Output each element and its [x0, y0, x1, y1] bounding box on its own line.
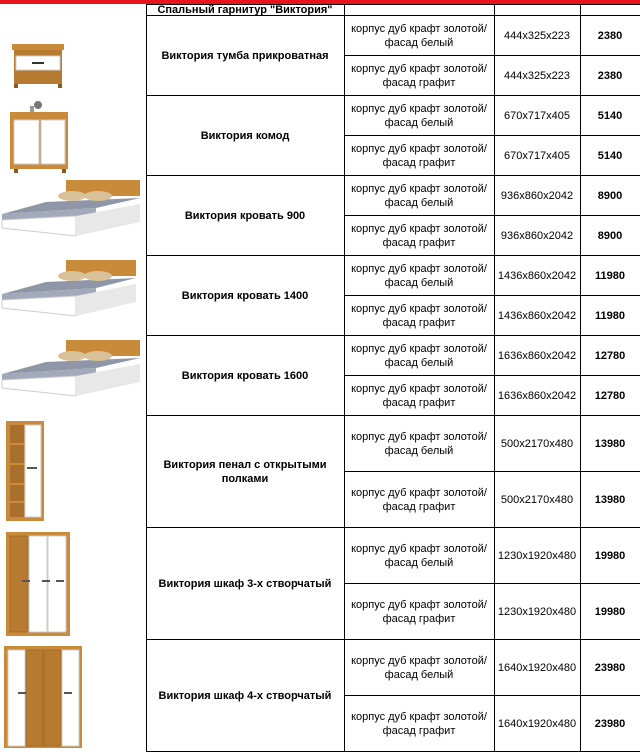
- product-name: Виктория пенал с открытыми полками: [146, 416, 344, 528]
- material-cell: корпус дуб крафт золотой/ фасад белый: [344, 96, 494, 136]
- price-cell: 12780: [580, 376, 640, 416]
- price-cell: 11980: [580, 296, 640, 336]
- size-cell: 444x325x223: [494, 16, 580, 56]
- product-image-cell: [0, 640, 146, 752]
- bedside-table-icon: [0, 16, 145, 96]
- material-cell: корпус дуб крафт золотой/ фасад белый: [344, 640, 494, 696]
- material-cell: корпус дуб крафт золотой/ фасад графит: [344, 376, 494, 416]
- size-cell: 1230x1920x480: [494, 584, 580, 640]
- product-name: Виктория кровать 900: [146, 176, 344, 256]
- size-cell: 936x860x2042: [494, 216, 580, 256]
- size-cell: 500x2170x480: [494, 472, 580, 528]
- price-cell: 2380: [580, 16, 640, 56]
- size-cell: 1640x1920x480: [494, 696, 580, 752]
- size-cell: 670x717x405: [494, 136, 580, 176]
- material-cell: корпус дуб крафт золотой/ фасад графит: [344, 584, 494, 640]
- price-cell: 13980: [580, 472, 640, 528]
- material-cell: корпус дуб крафт золотой/ фасад графит: [344, 696, 494, 752]
- size-cell: 444x325x223: [494, 56, 580, 96]
- price-cell: 8900: [580, 216, 640, 256]
- product-name: Виктория тумба прикроватная: [146, 16, 344, 96]
- size-cell: 670x717x405: [494, 96, 580, 136]
- table-row: [0, 336, 640, 376]
- material-cell: корпус дуб крафт золотой/ фасад белый: [344, 336, 494, 376]
- size-cell: 1636x860x2042: [494, 376, 580, 416]
- header-image-cell: [0, 5, 146, 16]
- price-table: [0, 4, 640, 752]
- material-cell: корпус дуб крафт золотой/ фасад белый: [344, 416, 494, 472]
- material-cell: корпус дуб крафт золотой/ фасад графит: [344, 472, 494, 528]
- price-cell: 23980: [580, 696, 640, 752]
- price-cell: 12780: [580, 336, 640, 376]
- size-cell: 1436x860x2042: [494, 256, 580, 296]
- product-image-cell: [0, 176, 146, 256]
- size-cell: 1230x1920x480: [494, 528, 580, 584]
- product-image-cell: [0, 256, 146, 336]
- product-image-cell: [0, 336, 146, 416]
- product-image-cell: [0, 16, 146, 96]
- material-cell: корпус дуб крафт золотой/ фасад белый: [344, 176, 494, 216]
- table-header-row: [0, 5, 640, 16]
- table-row: [0, 176, 640, 216]
- material-cell: корпус дуб крафт золотой/ фасад графит: [344, 296, 494, 336]
- product-name: Виктория шкаф 3-х створчатый: [146, 528, 344, 640]
- table-row: [0, 256, 640, 296]
- price-cell: 19980: [580, 528, 640, 584]
- bed-icon: [0, 176, 145, 256]
- material-cell: корпус дуб крафт золотой/ фасад белый: [344, 256, 494, 296]
- wardrobe-3-door-icon: [0, 528, 145, 640]
- price-cell: 5140: [580, 96, 640, 136]
- open-shelf-cabinet-icon: [0, 417, 145, 527]
- size-cell: 936x860x2042: [494, 176, 580, 216]
- table-row: [0, 528, 640, 584]
- material-cell: корпус дуб крафт золотой/ фасад графит: [344, 216, 494, 256]
- product-name: Виктория комод: [146, 96, 344, 176]
- price-cell: 13980: [580, 416, 640, 472]
- price-cell: 8900: [580, 176, 640, 216]
- bed-icon: [0, 336, 145, 416]
- product-image-cell: [0, 416, 146, 528]
- size-cell: 500x2170x480: [494, 416, 580, 472]
- price-cell: 5140: [580, 136, 640, 176]
- table-row: [0, 416, 640, 472]
- price-cell: 2380: [580, 56, 640, 96]
- price-cell: 19980: [580, 584, 640, 640]
- chest-of-drawers-icon: [0, 96, 145, 176]
- table-row: [0, 96, 640, 136]
- material-cell: корпус дуб крафт золотой/ фасад белый: [344, 528, 494, 584]
- bed-icon: [0, 256, 145, 336]
- product-name: Виктория кровать 1400: [146, 256, 344, 336]
- product-image-cell: [0, 96, 146, 176]
- size-cell: 1636x860x2042: [494, 336, 580, 376]
- material-cell: корпус дуб крафт золотой/ фасад графит: [344, 56, 494, 96]
- table-row: [0, 16, 640, 56]
- material-cell: корпус дуб крафт золотой/ фасад белый: [344, 16, 494, 56]
- product-name: Виктория кровать 1600: [146, 336, 344, 416]
- price-cell: 23980: [580, 640, 640, 696]
- size-cell: 1436x860x2042: [494, 296, 580, 336]
- product-name: Виктория шкаф 4-х створчатый: [146, 640, 344, 752]
- material-cell: корпус дуб крафт золотой/ фасад графит: [344, 136, 494, 176]
- product-image-cell: [0, 528, 146, 640]
- wardrobe-4-door-icon: [0, 642, 145, 750]
- collection-title: Спальный гарнитур "Виктория": [146, 5, 344, 16]
- table-row: [0, 640, 640, 696]
- price-cell: 11980: [580, 256, 640, 296]
- size-cell: 1640x1920x480: [494, 640, 580, 696]
